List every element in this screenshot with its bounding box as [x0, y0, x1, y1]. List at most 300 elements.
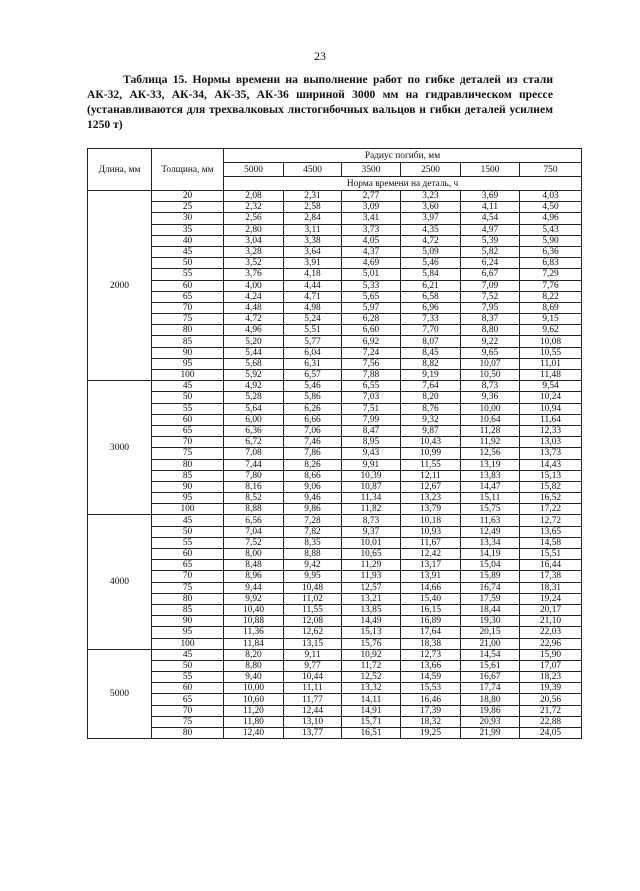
thickness-cell: 55: [152, 403, 224, 414]
table-row: [88, 705, 582, 716]
table-row: [88, 627, 582, 638]
norm-value-cell: 8,96: [224, 571, 284, 582]
norm-value-cell: 8,88: [284, 549, 342, 560]
table-row: [88, 370, 582, 381]
length-cell: 2000: [88, 191, 152, 381]
norm-value-cell: 6,92: [342, 336, 401, 347]
table-row: [88, 381, 582, 392]
norm-value-cell: 7,82: [284, 526, 342, 537]
table-row: [88, 660, 582, 671]
norm-value-cell: 10,00: [224, 683, 284, 694]
norm-value-cell: 9,40: [224, 672, 284, 683]
thickness-cell: 70: [152, 705, 224, 716]
norm-value-cell: 5,44: [224, 347, 284, 358]
table-row: [88, 560, 582, 571]
norm-value-cell: 11,29: [342, 560, 401, 571]
table-row: [88, 616, 582, 627]
norm-value-cell: 10,50: [461, 370, 520, 381]
norm-value-cell: 15,75: [461, 504, 520, 515]
norm-value-cell: 7,52: [461, 291, 520, 302]
norm-value-cell: 7,08: [224, 448, 284, 459]
norm-value-cell: 11,92: [461, 437, 520, 448]
thickness-cell: 70: [152, 437, 224, 448]
table-row: [88, 672, 582, 683]
norm-value-cell: 12,40: [224, 728, 284, 739]
length-cell: 3000: [88, 381, 152, 515]
norm-value-cell: 7,04: [224, 526, 284, 537]
norm-value-cell: 5,84: [401, 269, 461, 280]
norm-value-cell: 12,57: [342, 582, 401, 593]
table-row: [88, 403, 582, 414]
norm-value-cell: 17,07: [520, 660, 582, 671]
norm-value-cell: 2,58: [284, 202, 342, 213]
thickness-cell: 80: [152, 325, 224, 336]
norm-value-cell: 11,63: [461, 515, 520, 526]
norm-value-cell: 9,86: [284, 504, 342, 515]
norm-value-cell: 2,56: [224, 213, 284, 224]
table-row: [88, 716, 582, 727]
norm-value-cell: 13,85: [342, 604, 401, 615]
table-row: [88, 358, 582, 369]
norm-value-cell: 4,98: [284, 302, 342, 313]
table-row: [88, 191, 582, 202]
norm-value-cell: 18,38: [401, 638, 461, 649]
norm-value-cell: 5,51: [284, 325, 342, 336]
thickness-cell: 65: [152, 694, 224, 705]
norm-value-cell: 4,97: [461, 224, 520, 235]
norm-value-cell: 9,37: [342, 526, 401, 537]
thickness-cell: 60: [152, 549, 224, 560]
norm-value-cell: 4,72: [401, 235, 461, 246]
norm-value-cell: 10,94: [520, 403, 582, 414]
header-radius-value: 750: [520, 163, 582, 177]
norm-value-cell: 12,44: [284, 705, 342, 716]
norm-value-cell: 4,96: [520, 213, 582, 224]
norm-value-cell: 10,07: [461, 358, 520, 369]
table-row: [88, 504, 582, 515]
norm-value-cell: 5,92: [224, 370, 284, 381]
norm-value-cell: 11,67: [401, 537, 461, 548]
norm-value-cell: 13,21: [342, 593, 401, 604]
norm-value-cell: 11,20: [224, 705, 284, 716]
norm-value-cell: 6,00: [224, 414, 284, 425]
norm-value-cell: 6,31: [284, 358, 342, 369]
norm-value-cell: 15,82: [520, 481, 582, 492]
norm-value-cell: 7,51: [342, 403, 401, 414]
norm-value-cell: 10,93: [401, 526, 461, 537]
norm-value-cell: 15,51: [520, 549, 582, 560]
norm-value-cell: 7,03: [342, 392, 401, 403]
norm-value-cell: 13,03: [520, 437, 582, 448]
norm-value-cell: 9,42: [284, 560, 342, 571]
norm-value-cell: 9,19: [401, 370, 461, 381]
norm-value-cell: 13,77: [284, 728, 342, 739]
header-radius-value: 5000: [224, 163, 284, 177]
norm-value-cell: 18,44: [461, 604, 520, 615]
thickness-cell: 90: [152, 481, 224, 492]
norm-value-cell: 7,09: [461, 280, 520, 291]
norm-value-cell: 2,08: [224, 191, 284, 202]
norm-value-cell: 11,01: [520, 358, 582, 369]
norm-value-cell: 4,11: [461, 202, 520, 213]
norm-value-cell: 9,77: [284, 660, 342, 671]
norm-value-cell: 16,15: [401, 604, 461, 615]
norm-value-cell: 8,00: [224, 549, 284, 560]
norm-value-cell: 16,51: [342, 728, 401, 739]
norm-value-cell: 3,64: [284, 246, 342, 257]
norm-value-cell: 8,80: [461, 325, 520, 336]
norm-value-cell: 12,73: [401, 649, 461, 660]
norm-value-cell: 3,41: [342, 213, 401, 224]
norm-value-cell: 9,44: [224, 582, 284, 593]
norm-value-cell: 15,13: [520, 470, 582, 481]
norm-value-cell: 16,89: [401, 616, 461, 627]
norm-value-cell: 22,96: [520, 638, 582, 649]
thickness-cell: 50: [152, 526, 224, 537]
norm-value-cell: 5,77: [284, 336, 342, 347]
norm-value-cell: 5,24: [284, 314, 342, 325]
table-row: [88, 246, 582, 257]
norm-value-cell: 21,99: [461, 728, 520, 739]
norm-value-cell: 15,13: [342, 627, 401, 638]
table-row: [88, 493, 582, 504]
norm-value-cell: 9,32: [401, 414, 461, 425]
table-row: [88, 470, 582, 481]
norm-value-cell: 8,47: [342, 425, 401, 436]
table-row: [88, 437, 582, 448]
thickness-cell: 60: [152, 414, 224, 425]
norm-value-cell: 4,96: [224, 325, 284, 336]
header-radius-value: 2500: [401, 163, 461, 177]
norm-value-cell: 11,28: [461, 425, 520, 436]
norm-value-cell: 4,00: [224, 280, 284, 291]
norm-value-cell: 13,19: [461, 459, 520, 470]
norm-value-cell: 12,67: [401, 481, 461, 492]
length-cell: 4000: [88, 515, 152, 649]
norm-value-cell: 10,88: [224, 616, 284, 627]
norm-value-cell: 20,93: [461, 716, 520, 727]
norm-value-cell: 6,24: [461, 258, 520, 269]
norm-value-cell: 10,87: [342, 481, 401, 492]
norm-value-cell: 6,58: [401, 291, 461, 302]
norm-value-cell: 9,46: [284, 493, 342, 504]
norm-value-cell: 10,39: [342, 470, 401, 481]
norm-value-cell: 12,08: [284, 616, 342, 627]
norm-value-cell: 6,26: [284, 403, 342, 414]
norm-value-cell: 8,76: [401, 403, 461, 414]
norm-value-cell: 3,04: [224, 235, 284, 246]
norm-value-cell: 6,56: [224, 515, 284, 526]
norm-value-cell: 14,66: [401, 582, 461, 593]
norm-value-cell: 6,67: [461, 269, 520, 280]
norm-value-cell: 9,54: [520, 381, 582, 392]
norm-value-cell: 12,52: [342, 672, 401, 683]
norm-value-cell: 4,03: [520, 191, 582, 202]
norm-value-cell: 7,99: [342, 414, 401, 425]
thickness-cell: 50: [152, 258, 224, 269]
norm-value-cell: 9,11: [284, 649, 342, 660]
norm-value-cell: 9,87: [401, 425, 461, 436]
norm-value-cell: 11,64: [520, 414, 582, 425]
norm-value-cell: 16,67: [461, 672, 520, 683]
table-row: [88, 649, 582, 660]
thickness-cell: 45: [152, 381, 224, 392]
norm-value-cell: 10,65: [342, 549, 401, 560]
norm-value-cell: 14,11: [342, 694, 401, 705]
thickness-cell: 90: [152, 616, 224, 627]
norm-value-cell: 4,48: [224, 302, 284, 313]
norm-value-cell: 10,00: [461, 403, 520, 414]
norm-value-cell: 8,20: [401, 392, 461, 403]
norm-value-cell: 3,09: [342, 202, 401, 213]
norm-value-cell: 10,24: [520, 392, 582, 403]
norm-value-cell: 7,95: [461, 302, 520, 313]
thickness-cell: 85: [152, 604, 224, 615]
norm-value-cell: 4,37: [342, 246, 401, 257]
norm-value-cell: 8,88: [224, 504, 284, 515]
norm-value-cell: 4,35: [401, 224, 461, 235]
norm-value-cell: 7,28: [284, 515, 342, 526]
norm-value-cell: 3,73: [342, 224, 401, 235]
norm-value-cell: 13,34: [461, 537, 520, 548]
table-caption: Таблица 15. Нормы времени на выполнение работ по гибке деталей из стали АК-32, АК-33, АК-34, АК-35, АК-36 шириной 3000 мм на гидравлическом прессе (устанавливаются для трехвалковых листогибочных вальцов и гибки деталей усилием 1250 т): [87, 73, 553, 131]
norm-value-cell: 8,69: [520, 302, 582, 313]
table-row: [88, 582, 582, 593]
norm-value-cell: 13,73: [520, 448, 582, 459]
header-thickness: Толщина, мм: [152, 149, 224, 191]
norm-value-cell: 11,02: [284, 593, 342, 604]
norm-value-cell: 5,01: [342, 269, 401, 280]
norm-value-cell: 3,91: [284, 258, 342, 269]
norm-value-cell: 11,93: [342, 571, 401, 582]
norm-value-cell: 12,42: [401, 549, 461, 560]
table-row: [88, 224, 582, 235]
norm-value-cell: 9,95: [284, 571, 342, 582]
norm-value-cell: 7,86: [284, 448, 342, 459]
norm-value-cell: 6,36: [520, 246, 582, 257]
norm-value-cell: 7,56: [342, 358, 401, 369]
thickness-cell: 80: [152, 593, 224, 604]
norm-value-cell: 5,64: [224, 403, 284, 414]
table-row: [88, 638, 582, 649]
norm-value-cell: 18,32: [401, 716, 461, 727]
norm-value-cell: 19,24: [520, 593, 582, 604]
norm-value-cell: 7,24: [342, 347, 401, 358]
norm-value-cell: 11,11: [284, 683, 342, 694]
norm-value-cell: 6,36: [224, 425, 284, 436]
norm-value-cell: 18,31: [520, 582, 582, 593]
thickness-cell: 45: [152, 515, 224, 526]
norm-value-cell: 8,80: [224, 660, 284, 671]
thickness-cell: 55: [152, 269, 224, 280]
table-row: [88, 325, 582, 336]
norm-value-cell: 15,40: [401, 593, 461, 604]
norm-value-cell: 3,97: [401, 213, 461, 224]
thickness-cell: 75: [152, 716, 224, 727]
norm-value-cell: 4,69: [342, 258, 401, 269]
norm-value-cell: 17,38: [520, 571, 582, 582]
norm-value-cell: 12,11: [401, 470, 461, 481]
norm-value-cell: 4,44: [284, 280, 342, 291]
norm-value-cell: 18,80: [461, 694, 520, 705]
norm-value-cell: 11,84: [224, 638, 284, 649]
norm-value-cell: 14,19: [461, 549, 520, 560]
norm-value-cell: 16,74: [461, 582, 520, 593]
thickness-cell: 100: [152, 370, 224, 381]
norm-value-cell: 7,76: [520, 280, 582, 291]
table-row: [88, 694, 582, 705]
norm-value-cell: 16,46: [401, 694, 461, 705]
header-radius: Радиус погиби, мм: [224, 149, 582, 163]
norm-value-cell: 9,65: [461, 347, 520, 358]
thickness-cell: 95: [152, 493, 224, 504]
thickness-cell: 55: [152, 672, 224, 683]
norm-value-cell: 8,82: [401, 358, 461, 369]
norm-value-cell: 6,72: [224, 437, 284, 448]
norm-value-cell: 10,08: [520, 336, 582, 347]
norm-value-cell: 6,21: [401, 280, 461, 291]
table-row: [88, 459, 582, 470]
thickness-cell: 85: [152, 336, 224, 347]
norm-value-cell: 10,01: [342, 537, 401, 548]
norm-value-cell: 13,66: [401, 660, 461, 671]
table-row: [88, 448, 582, 459]
table-row: [88, 336, 582, 347]
thickness-cell: 65: [152, 425, 224, 436]
norm-value-cell: 9,22: [461, 336, 520, 347]
norm-value-cell: 6,55: [342, 381, 401, 392]
norm-value-cell: 5,43: [520, 224, 582, 235]
norm-value-cell: 3,60: [401, 202, 461, 213]
norm-value-cell: 19,86: [461, 705, 520, 716]
norm-value-cell: 14,49: [342, 616, 401, 627]
norm-value-cell: 10,55: [520, 347, 582, 358]
norm-value-cell: 8,07: [401, 336, 461, 347]
norm-value-cell: 5,65: [342, 291, 401, 302]
norm-value-cell: 3,52: [224, 258, 284, 269]
norm-value-cell: 15,89: [461, 571, 520, 582]
table-row: [88, 571, 582, 582]
norm-value-cell: 8,45: [401, 347, 461, 358]
table-row: [88, 202, 582, 213]
header-length: Длина, мм: [88, 149, 152, 191]
thickness-cell: 55: [152, 537, 224, 548]
table-row: [88, 728, 582, 739]
table-row: [88, 515, 582, 526]
norm-value-cell: 3,28: [224, 246, 284, 257]
thickness-cell: 70: [152, 302, 224, 313]
norm-value-cell: 3,23: [401, 191, 461, 202]
norm-value-cell: 13,65: [520, 526, 582, 537]
norm-value-cell: 7,88: [342, 370, 401, 381]
table-row: [88, 425, 582, 436]
norm-value-cell: 3,69: [461, 191, 520, 202]
norm-value-cell: 19,25: [401, 728, 461, 739]
thickness-cell: 20: [152, 191, 224, 202]
table-row: [88, 414, 582, 425]
table-row: [88, 314, 582, 325]
norm-value-cell: 5,86: [284, 392, 342, 403]
thickness-cell: 80: [152, 459, 224, 470]
table-row: [88, 269, 582, 280]
header-radius-value: 4500: [284, 163, 342, 177]
norm-value-cell: 15,76: [342, 638, 401, 649]
norm-value-cell: 6,96: [401, 302, 461, 313]
thickness-cell: 50: [152, 392, 224, 403]
norm-value-cell: 8,26: [284, 459, 342, 470]
norm-value-cell: 15,71: [342, 716, 401, 727]
thickness-cell: 85: [152, 470, 224, 481]
norm-value-cell: 9,36: [461, 392, 520, 403]
header-radius-value: 1500: [461, 163, 520, 177]
header-norm: Норма времени на деталь, ч: [224, 177, 582, 191]
norm-value-cell: 15,11: [461, 493, 520, 504]
norm-value-cell: 9,43: [342, 448, 401, 459]
norm-value-cell: 21,00: [461, 638, 520, 649]
norm-value-cell: 11,82: [342, 504, 401, 515]
norm-value-cell: 2,77: [342, 191, 401, 202]
norm-value-cell: 2,31: [284, 191, 342, 202]
norm-value-cell: 13,23: [401, 493, 461, 504]
norm-value-cell: 9,92: [224, 593, 284, 604]
thickness-cell: 75: [152, 448, 224, 459]
page-number: 23: [314, 49, 326, 63]
norm-value-cell: 8,48: [224, 560, 284, 571]
table-row: [88, 280, 582, 291]
norm-value-cell: 10,43: [401, 437, 461, 448]
norm-value-cell: 4,72: [224, 314, 284, 325]
norm-value-cell: 14,59: [401, 672, 461, 683]
thickness-cell: 95: [152, 358, 224, 369]
norm-value-cell: 2,80: [224, 224, 284, 235]
norm-value-cell: 5,97: [342, 302, 401, 313]
norm-value-cell: 16,44: [520, 560, 582, 571]
table-row: [88, 213, 582, 224]
norm-value-cell: 5,20: [224, 336, 284, 347]
thickness-cell: 75: [152, 582, 224, 593]
table-row: [88, 537, 582, 548]
norm-value-cell: 9,15: [520, 314, 582, 325]
table-row: [88, 302, 582, 313]
norm-value-cell: 7,46: [284, 437, 342, 448]
norm-value-cell: 20,17: [520, 604, 582, 615]
norm-value-cell: 8,22: [520, 291, 582, 302]
table-row: [88, 593, 582, 604]
norm-value-cell: 8,37: [461, 314, 520, 325]
norm-value-cell: 17,59: [461, 593, 520, 604]
norm-value-cell: 5,28: [224, 392, 284, 403]
norm-value-cell: 16,52: [520, 493, 582, 504]
thickness-cell: 100: [152, 638, 224, 649]
thickness-cell: 95: [152, 627, 224, 638]
norm-value-cell: 5,82: [461, 246, 520, 257]
norm-value-cell: 3,76: [224, 269, 284, 280]
norm-value-cell: 17,74: [461, 683, 520, 694]
norm-value-cell: 17,22: [520, 504, 582, 515]
norm-value-cell: 22,88: [520, 716, 582, 727]
norm-value-cell: 14,58: [520, 537, 582, 548]
norm-value-cell: 8,95: [342, 437, 401, 448]
thickness-cell: 45: [152, 649, 224, 660]
norm-value-cell: 15,90: [520, 649, 582, 660]
norm-value-cell: 12,62: [284, 627, 342, 638]
table-row: [88, 683, 582, 694]
norm-value-cell: 6,04: [284, 347, 342, 358]
norm-value-cell: 8,35: [284, 537, 342, 548]
norm-value-cell: 21,10: [520, 616, 582, 627]
norm-value-cell: 2,84: [284, 213, 342, 224]
thickness-cell: 25: [152, 202, 224, 213]
